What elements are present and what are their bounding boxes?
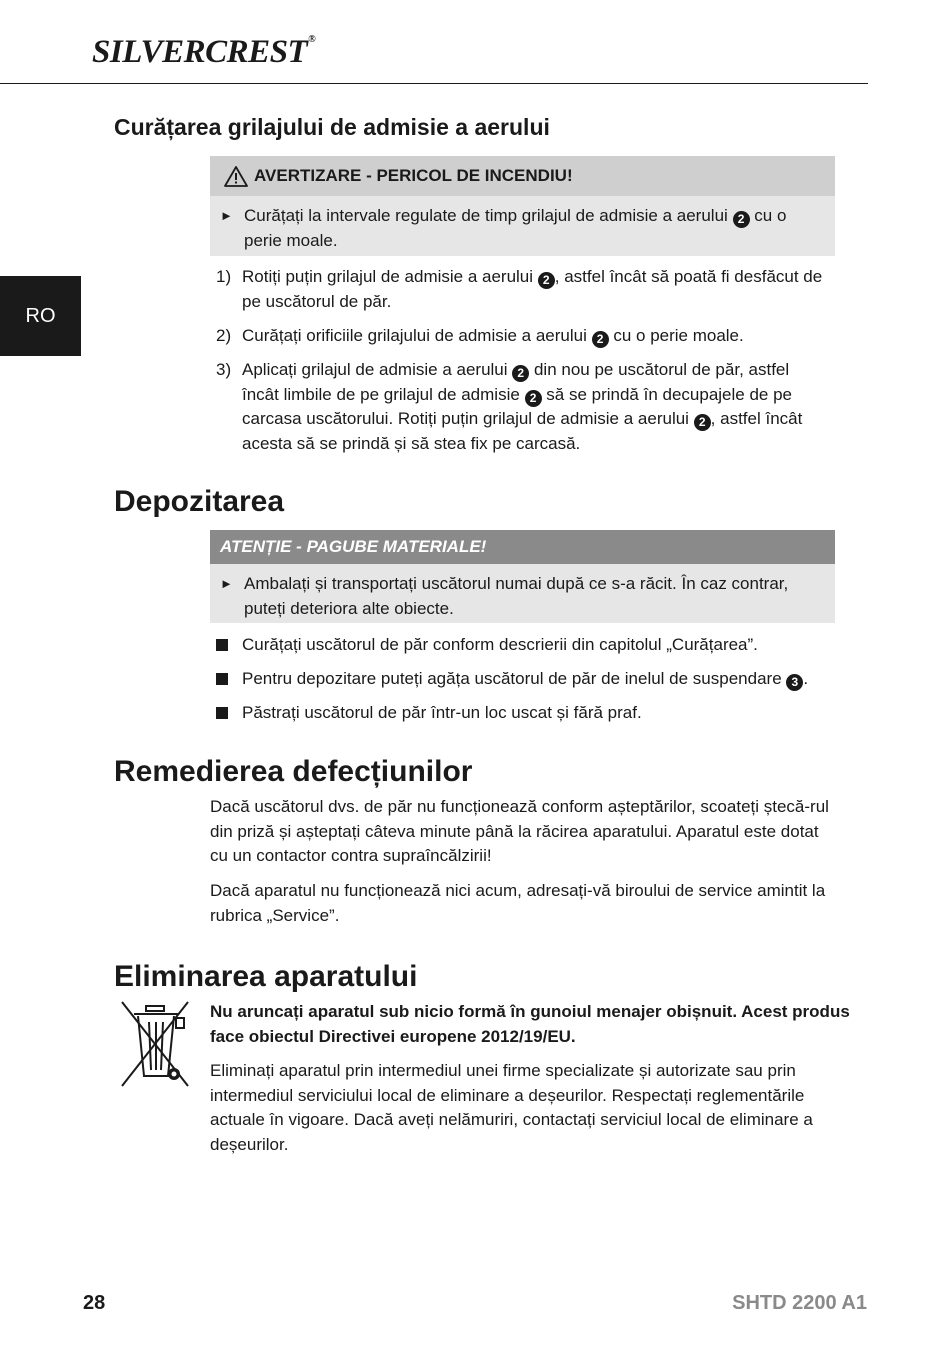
model-number: SHTD 2200 A1 xyxy=(732,1292,867,1314)
square-bullet-icon xyxy=(216,707,228,719)
ref-badge-icon: 3 xyxy=(786,674,803,691)
paragraph: Dacă aparatul nu funcționează nici acum, adresați-vă biroului de service amintit la rubrica „Service”. xyxy=(210,881,826,925)
header-divider xyxy=(0,83,868,84)
section-title-cleaning: Curățarea grilajului de admisie a aerului xyxy=(114,114,550,140)
warning-triangle-icon xyxy=(224,166,248,187)
warning-title: AVERTIZARE - PERICOL DE INCENDIU! xyxy=(254,166,573,185)
brand-logo: SILVERCREST® xyxy=(92,34,316,70)
disposal-warning: Nu aruncați aparatul sub nicio formă în gunoiul menajer obișnuit. Acest produs face obiectul Directivei europene 2012/19/EU. xyxy=(210,1002,850,1046)
section-title-troubleshooting: Remedierea defecțiunilor xyxy=(114,755,473,788)
warning-box xyxy=(210,156,835,256)
step-item: 2) Curățați orificiile grilajului de admisie a aerului 2 cu o perie moale. xyxy=(216,326,744,346)
list-item: Păstrați uscătorul de păr într-un loc uscat și fără praf. xyxy=(216,701,836,726)
ref-badge-icon: 2 xyxy=(694,414,711,431)
ref-badge-icon: 2 xyxy=(733,211,750,228)
warning-header xyxy=(210,156,835,196)
ref-badge-icon: 2 xyxy=(592,331,609,348)
caution-box xyxy=(210,530,835,623)
caution-header: ATENȚIE - PAGUBE MATERIALE! xyxy=(210,530,835,564)
ref-badge-icon: 2 xyxy=(525,390,542,407)
list-item: Curățați uscătorul de păr conform descrierii din capitolul „Curățarea”. xyxy=(216,633,836,658)
language-tab xyxy=(0,276,81,356)
caution-item: ► Ambalați și transportați uscătorul numai după ce s-a răcit. În caz contrar, puteți deteriora alte obiecte. xyxy=(220,574,789,618)
square-bullet-icon xyxy=(216,639,228,651)
step-item: 3) Aplicați grilajul de admisie a aerului 2 din nou pe uscătorul de păr, astfel încât limbile de pe grilajul de admisie 2 să se prindă în decupajele de pe carcasa uscătorului. Rotiți puțin grilajul de admisie a aerului 2 , astfel încât acesta să se prindă și să stea fix pe carcasă. xyxy=(216,360,803,453)
page-number: 28 xyxy=(83,1292,106,1314)
section-title-storage: Depozitarea xyxy=(114,485,285,518)
section-title-disposal: Eliminarea aparatului xyxy=(114,960,418,993)
paragraph: Eliminați aparatul prin intermediul unei firme specializate și autorizate sau prin intermediul serviciului local de eliminare a deșeurilor. Respectați reglementările actuale în vigoare. Dacă aveți nelămuriri, contactați serviciul local de eliminare a deșeurilor. xyxy=(210,1061,813,1154)
ref-badge-icon: 2 xyxy=(512,365,529,382)
square-bullet-icon xyxy=(216,673,228,685)
crossed-bin-icon xyxy=(116,998,194,1090)
warning-item: ► Curățați la intervale regulate de timp grilajul de admisie a aerului 2 cu o perie moale. xyxy=(220,206,787,250)
ref-badge-icon: 2 xyxy=(538,272,555,289)
arrow-bullet-icon: ► xyxy=(220,576,233,591)
step-item: 1) Rotiți puțin grilajul de admisie a aerului 2 , astfel încât să poată fi desfăcut de pe uscătorul de păr. xyxy=(216,267,823,311)
paragraph: Dacă uscătorul dvs. de păr nu funcționează conform așteptărilor, scoateți ștecă-rul din priză și așteptați câteva minute până la răcirea aparatului. Aparatul este dotat cu un contactor contra supraîncălzirii! xyxy=(210,797,829,865)
language-label: RO xyxy=(25,304,56,327)
arrow-bullet-icon: ► xyxy=(220,208,233,223)
list-item: Pentru depozitare puteți agăța uscătorul de păr de inelul de suspendare 3 . xyxy=(216,667,836,692)
